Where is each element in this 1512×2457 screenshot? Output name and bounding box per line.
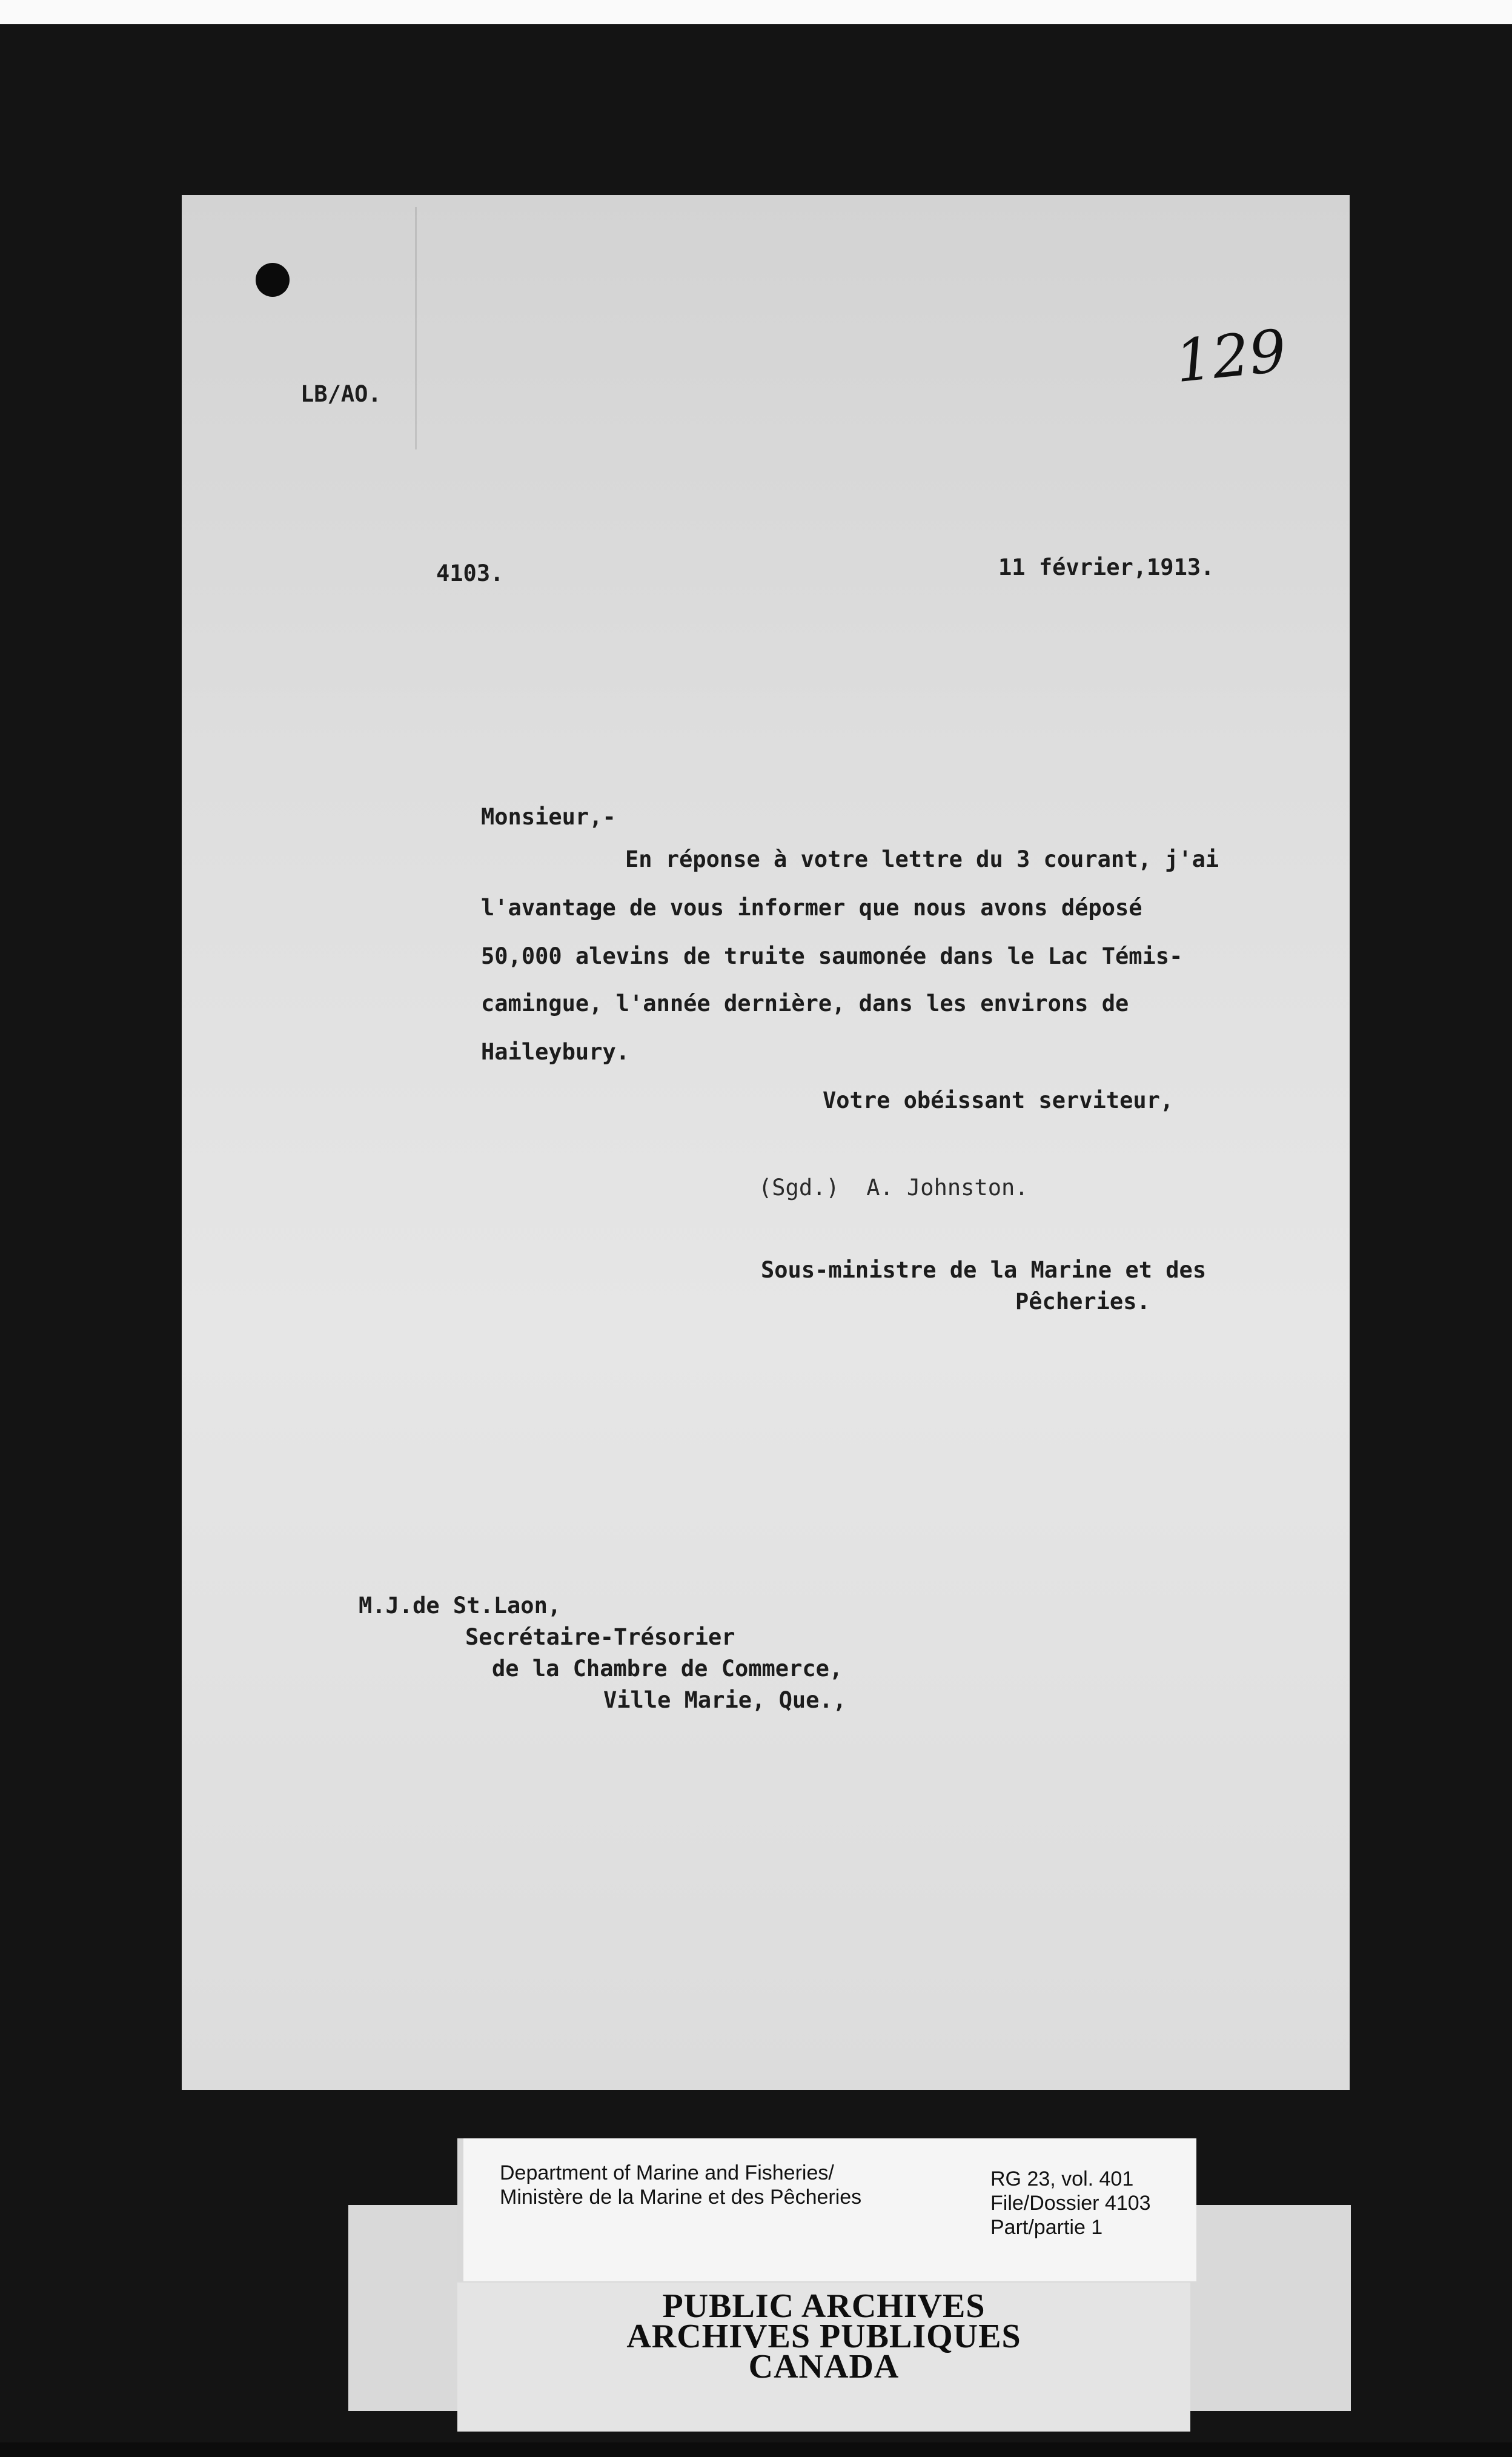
salutation: Monsieur,-: [481, 804, 616, 830]
body-line-5: Haileybury.: [481, 1039, 630, 1065]
public-archives-stamp: [457, 2283, 1190, 2432]
body-line-2: l'avantage de vous informer que nous avons déposé: [481, 895, 1142, 921]
stamp-line-2: ARCHIVES PUBLIQUES: [626, 2318, 1021, 2355]
reference-line-3: Part/partie 1: [990, 2216, 1103, 2239]
body-line-4: camingue, l'année dernière, dans les environs de: [481, 990, 1129, 1016]
recipient-line-4: Ville Marie, Que.,: [603, 1687, 846, 1713]
file-number: 4103.: [436, 560, 504, 586]
signer-title-line-2: Pêcheries.: [1015, 1288, 1150, 1315]
signature: (Sgd.) A. Johnston.: [758, 1175, 1029, 1201]
punch-hole: [256, 263, 290, 297]
recipient-line-3: de la Chambre de Commerce,: [492, 1656, 843, 1682]
recipient-line-1: M.J.de St.Laon,: [359, 1593, 562, 1619]
department-line-2: Ministère de la Marine et des Pêcheries: [500, 2186, 862, 2209]
department-line-1: Department of Marine and Fisheries/: [500, 2161, 834, 2184]
stamp-line-3: CANADA: [748, 2348, 900, 2386]
folio-number: 129: [1172, 316, 1290, 396]
closing: Votre obéissant serviteur,: [823, 1087, 1174, 1113]
body-line-1: En réponse à votre lettre du 3 courant, j'ai: [625, 846, 1219, 872]
body-line-3: 50,000 alevins de truite saumonée dans le Lac Témis-: [481, 943, 1183, 969]
reference-line-1: RG 23, vol. 401: [990, 2167, 1134, 2190]
letter-page: [182, 195, 1350, 2090]
archive-label-card: [457, 2138, 1196, 2281]
letter-date: 11 février,1913.: [998, 554, 1215, 580]
recipient-line-2: Secrétaire-Trésorier: [465, 1624, 735, 1650]
signer-title-line-1: Sous-ministre de la Marine et des: [761, 1257, 1207, 1283]
reference-line-2: File/Dossier 4103: [990, 2192, 1151, 2215]
stamp-line-1: PUBLIC ARCHIVES: [662, 2287, 986, 2325]
scan-top-border: [0, 0, 1512, 24]
reference-code: LB/AO.: [300, 381, 382, 407]
scan-bottom-border: [0, 2442, 1512, 2457]
paper-fold-mark: [415, 207, 417, 449]
